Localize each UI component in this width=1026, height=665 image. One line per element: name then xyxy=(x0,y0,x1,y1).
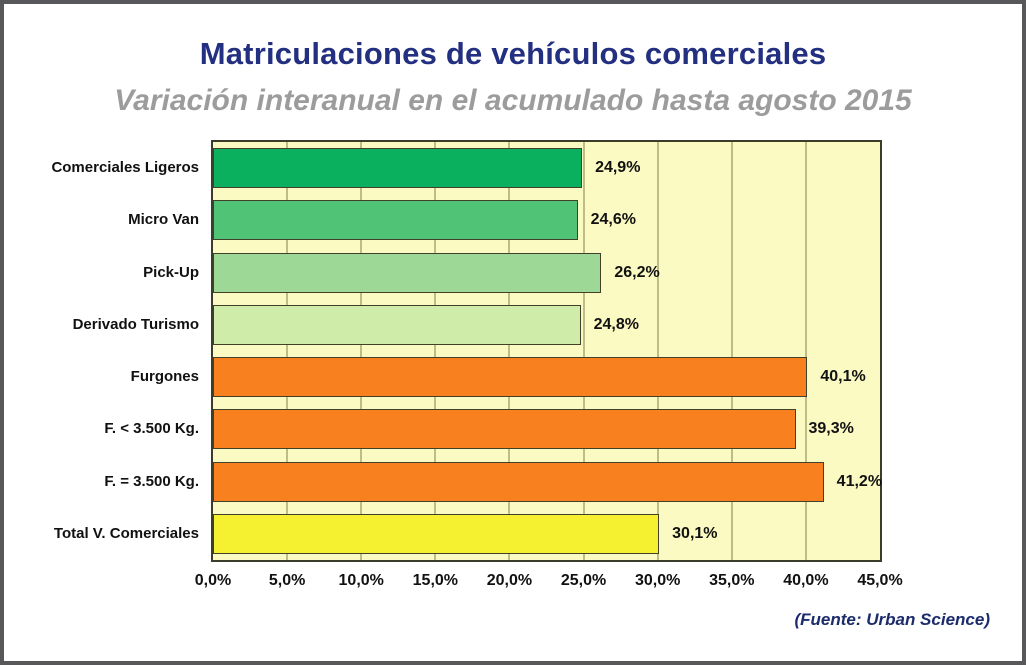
value-label: 40,1% xyxy=(820,368,866,385)
bar xyxy=(213,514,659,554)
x-tick-label: 0,0% xyxy=(194,572,232,589)
value-label: 24,6% xyxy=(590,211,636,229)
category-label: Micro Van xyxy=(128,211,199,229)
x-tick-label: 10,0% xyxy=(338,572,384,589)
category-label: F. = 3.500 Kg. xyxy=(104,472,199,490)
bar xyxy=(213,357,807,397)
category-label: F. < 3.500 Kg. xyxy=(104,420,199,438)
value-label: 41,2% xyxy=(836,472,883,490)
bar xyxy=(213,305,581,345)
category-label: Derivado Turismo xyxy=(72,315,199,333)
bar xyxy=(213,409,796,449)
value-label: 39,3% xyxy=(808,420,854,438)
bar xyxy=(213,200,578,240)
bar xyxy=(213,253,601,293)
category-label: Comerciales Ligeros xyxy=(51,159,199,176)
x-tick-label: 30,0% xyxy=(634,572,681,589)
value-label: 30,1% xyxy=(672,524,718,542)
value-label: 24,8% xyxy=(593,315,639,333)
source-note: (Fuente: Urban Science) xyxy=(794,610,990,629)
x-tick-label: 45,0% xyxy=(857,572,903,589)
x-tick-label: 25,0% xyxy=(560,572,607,589)
chart-subtitle: Variación interanual en el acumulado hasta agosto 2015 xyxy=(114,84,912,117)
page-title: Matriculaciones de vehículos comerciales xyxy=(199,36,827,71)
bar xyxy=(213,462,824,502)
value-label: 24,9% xyxy=(595,159,641,176)
bar xyxy=(213,148,582,188)
x-tick-label: 35,0% xyxy=(709,572,755,589)
value-label: 26,2% xyxy=(614,263,660,281)
category-label: Pick-Up xyxy=(143,263,199,281)
x-tick-label: 15,0% xyxy=(412,572,459,589)
category-label: Total V. Comerciales xyxy=(53,524,199,542)
x-tick-label: 40,0% xyxy=(783,572,829,589)
category-label: Furgones xyxy=(130,368,199,385)
x-tick-label: 20,0% xyxy=(486,572,533,589)
x-tick-label: 5,0% xyxy=(268,572,306,589)
